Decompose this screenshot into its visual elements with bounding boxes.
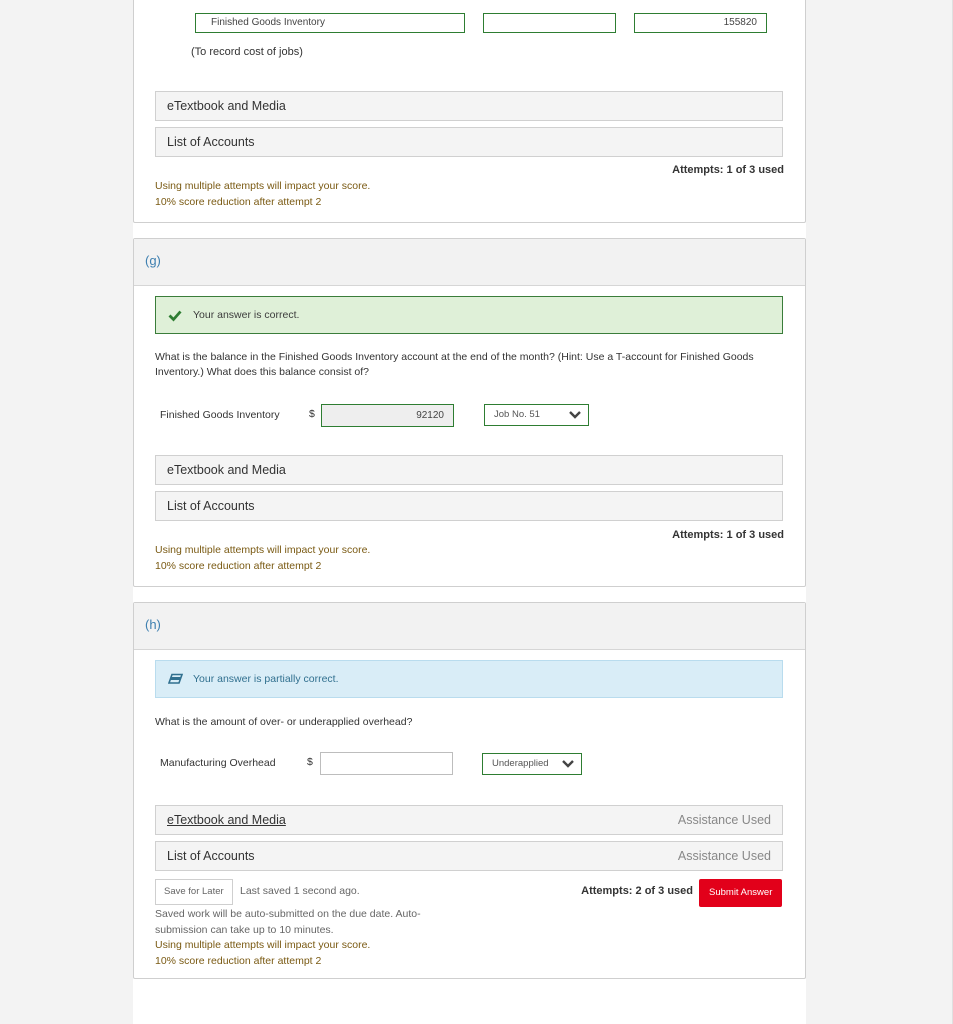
credit-input[interactable]: 155820 bbox=[634, 13, 767, 33]
attempt-warning bbox=[155, 938, 370, 969]
previous-part-card bbox=[133, 0, 806, 223]
warning-line-1: Using multiple attempts will impact your score. bbox=[155, 544, 371, 556]
autosubmit-note: Saved work will be auto-submitted on the due date. Auto-submission can take up to 10 minutes. bbox=[155, 908, 421, 936]
accounts-label: List of Accounts bbox=[167, 849, 255, 863]
part-g-header bbox=[134, 239, 805, 286]
assistance-used-label: Assistance Used bbox=[677, 849, 771, 863]
list-of-accounts-bar[interactable] bbox=[155, 491, 783, 521]
question-text: What is the balance in the Finished Goods Inventory account at the end of the month? (Hint: Use a T-account for Finished Goods Inventory.) What does this balance consist of? bbox=[155, 351, 754, 378]
partial-feedback bbox=[155, 660, 783, 698]
chevron-down-icon bbox=[561, 754, 575, 782]
accounts-label: List of Accounts bbox=[167, 135, 255, 149]
etextbook-media-bar[interactable] bbox=[155, 805, 783, 835]
attempt-warning bbox=[155, 179, 370, 210]
eraser-icon bbox=[168, 661, 184, 712]
attempts-count: Attempts: 2 of 3 used bbox=[581, 885, 693, 897]
etextbook-media-bar[interactable] bbox=[155, 91, 783, 121]
etextbook-label: eTextbook and Media bbox=[167, 463, 286, 477]
row-label: Manufacturing Overhead bbox=[160, 757, 276, 769]
job-select[interactable] bbox=[484, 404, 589, 426]
part-g-label: (g) bbox=[145, 253, 161, 268]
warning-line-2: 10% score reduction after attempt 2 bbox=[155, 195, 322, 208]
feedback-text: Your answer is correct. bbox=[193, 309, 300, 321]
etextbook-label: eTextbook and Media bbox=[167, 813, 286, 827]
row-label: Finished Goods Inventory bbox=[160, 409, 280, 421]
currency-symbol: $ bbox=[309, 408, 315, 420]
submit-answer-button[interactable]: Submit Answer bbox=[699, 879, 782, 907]
attempts-count: Attempts: 1 of 3 used bbox=[672, 529, 784, 541]
list-of-accounts-bar[interactable] bbox=[155, 841, 783, 871]
feedback-text: Your answer is partially correct. bbox=[193, 673, 339, 685]
part-h-label: (h) bbox=[145, 617, 161, 632]
select-value: Job No. 51 bbox=[494, 409, 540, 420]
warning-line-2: 10% score reduction after attempt 2 bbox=[155, 559, 322, 572]
currency-symbol: $ bbox=[307, 756, 313, 768]
assistance-used-label: Assistance Used bbox=[677, 813, 771, 827]
accounts-label: List of Accounts bbox=[167, 499, 255, 513]
chevron-down-icon bbox=[568, 405, 582, 433]
part-h-card bbox=[133, 602, 806, 979]
amount-input[interactable]: 92120 bbox=[321, 404, 454, 427]
amount-input[interactable] bbox=[320, 752, 453, 775]
last-saved-text: Last saved 1 second ago. bbox=[240, 885, 360, 897]
overhead-select[interactable] bbox=[482, 753, 582, 775]
entry-explanation: (To record cost of jobs) bbox=[191, 46, 303, 58]
checkmark-icon bbox=[168, 297, 182, 348]
list-of-accounts-bar[interactable] bbox=[155, 127, 783, 157]
part-g-card bbox=[133, 238, 806, 587]
etextbook-media-bar[interactable] bbox=[155, 455, 783, 485]
attempts-count: Attempts: 1 of 3 used bbox=[672, 164, 784, 176]
account-input[interactable]: Finished Goods Inventory bbox=[195, 13, 465, 33]
part-h-header bbox=[134, 603, 805, 650]
attempt-warning bbox=[155, 543, 370, 574]
correct-feedback bbox=[155, 296, 783, 334]
select-value: Underapplied bbox=[492, 758, 549, 769]
warning-line-2: 10% score reduction after attempt 2 bbox=[155, 954, 322, 967]
save-for-later-button[interactable]: Save for Later bbox=[155, 879, 233, 905]
warning-line-1: Using multiple attempts will impact your score. bbox=[155, 939, 371, 951]
warning-line-1: Using multiple attempts will impact your score. bbox=[155, 180, 371, 192]
debit-input[interactable] bbox=[483, 13, 616, 33]
etextbook-label: eTextbook and Media bbox=[167, 99, 286, 113]
question-text: What is the amount of over- or underapplied overhead? bbox=[155, 716, 413, 728]
